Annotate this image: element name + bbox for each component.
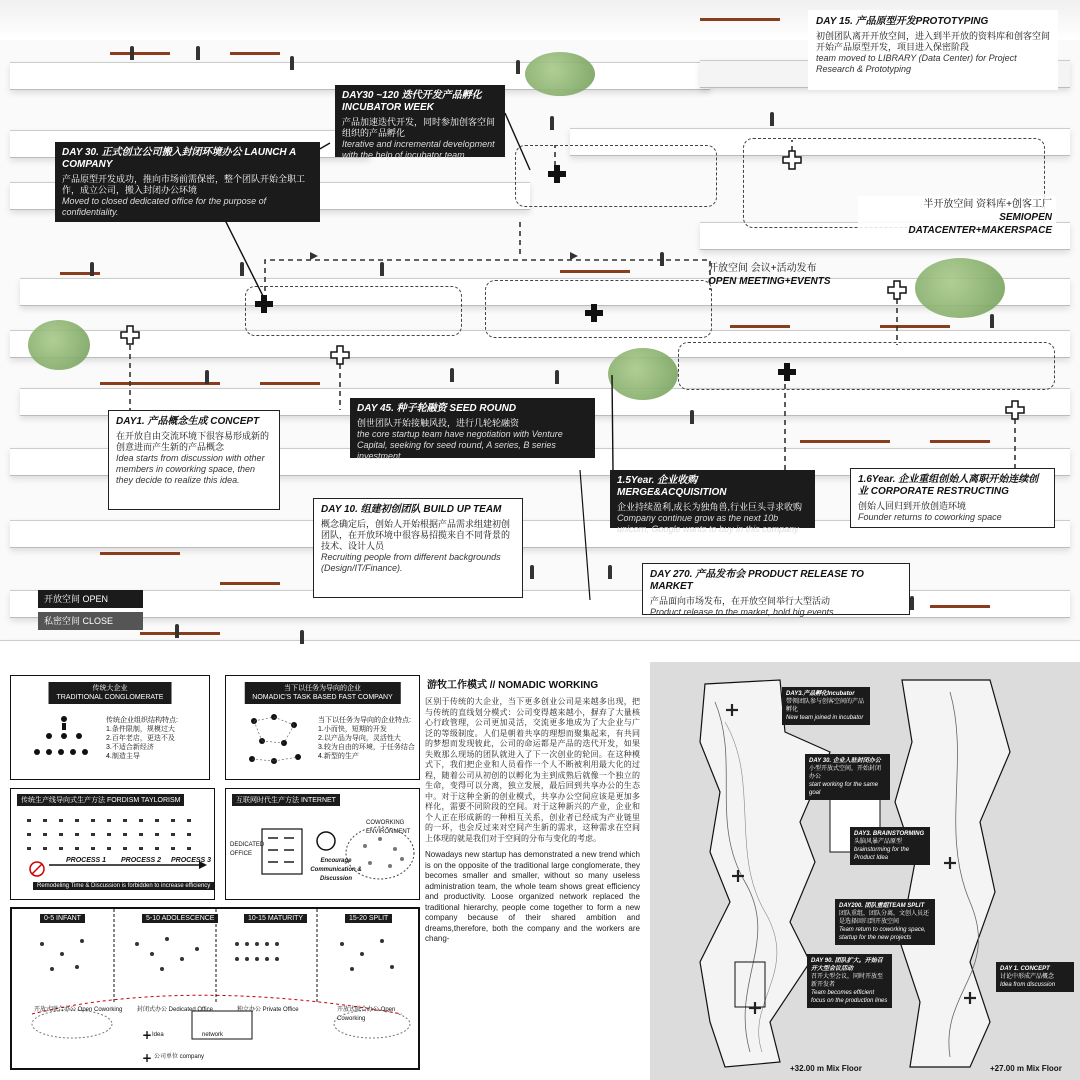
plan-label-en: Idea from discussion bbox=[1000, 982, 1056, 988]
network-icon bbox=[244, 711, 309, 771]
plan-label-incubator bbox=[782, 687, 870, 725]
nomadic-working-article bbox=[425, 668, 640, 1078]
nomadic-company-panel bbox=[225, 675, 420, 780]
stage-caption: 独立办公 Private Office bbox=[237, 1007, 299, 1013]
plan-label-title: DAY3. BRAINSTORMING bbox=[854, 831, 925, 837]
day15-en: team moved to LIBRARY (Data Center) for Project Research & Prototyping bbox=[816, 53, 1017, 74]
plus-marker-outline-icon bbox=[1005, 400, 1025, 420]
plan-label-cn: 小型开放式空间，开始封闭办公 bbox=[809, 766, 882, 780]
plus-marker-outline-icon bbox=[782, 150, 802, 170]
article-body-cn: 区别于传统的大企业，当下更多创业公司是来越多出现，把与传统的直线划分模式：公司变得越来越小，摒弃了大量核心行政管理，公司更加灵活，交流更多地成为了大企业与广泛的等级制度。人们是朝着共享的理想而聚集起来，有共同的梦想而发现彼此，公司的命运都是产品的迭代开发，如果失败那么现场的团队就进入了下一次创业的轮回。在这种模式下，我们把企业和人员看作一个人不断被利用最大化的过程，随着公司从初创的以孵化为主到成熟后就像一个独立的生命，变得可以分离，独立发展，最后回到共享办公的生态中。对于这种全新的创业模式，共享办公空间应该是更加多样化，需要不同阶段的空间。对于这种新兴的产业，企业和个人正在形成新的一种相互关系，创业者已经成为产业链里的一环，也会反过来对空间产生新的需求，这种需求在空间上体现的就是我们对于空间的分布与变化的考虑。 bbox=[425, 697, 640, 843]
day270-en: Product release to the market, hold big events. bbox=[650, 607, 837, 617]
article-title: 游牧工作模式 // NOMADIC WORKING bbox=[427, 680, 599, 691]
year16-annotation bbox=[850, 468, 1055, 528]
hierarchy-icon bbox=[29, 714, 99, 769]
plan-label-concept bbox=[996, 962, 1074, 992]
traditional-title-bar bbox=[49, 682, 172, 704]
plus-marker-outline-icon bbox=[330, 345, 350, 365]
plus-marker-icon bbox=[584, 303, 604, 323]
legend-company: 公司单位 company bbox=[154, 1054, 205, 1060]
plus-marker-outline-icon bbox=[887, 280, 907, 300]
day270-title: DAY 270. 产品发布会 PRODUCT RELEASE TO MARKET bbox=[650, 569, 864, 592]
semiopen-label-en: SEMIOPEN DATACENTER+MAKERSPACE bbox=[908, 212, 1052, 236]
plan-label-day90 bbox=[807, 954, 892, 1008]
legend-open bbox=[38, 590, 143, 608]
nomadic-note: 2.以产品为导向，灵活性大 bbox=[318, 735, 401, 742]
plus-marker-icon bbox=[254, 294, 274, 314]
day30-annotation bbox=[55, 142, 320, 222]
nomadic-notes bbox=[318, 716, 418, 761]
nomadic-note: 3.较为自由的环境，于任务结合 bbox=[318, 744, 415, 751]
stage-label: 15-20 SPLIT bbox=[345, 914, 392, 923]
nomadic-title: 当下以任务为导向的企业 bbox=[284, 685, 361, 692]
stage-label: 10-15 MATURITY bbox=[244, 914, 307, 923]
traditional-note: 2.百年老店，更迭不及 bbox=[106, 735, 175, 742]
legend-open-label: 开放空间 OPEN bbox=[44, 594, 109, 604]
plan-label-en: New team joined in incubator bbox=[786, 715, 864, 721]
day30-120-en: Iterative and incremental development with the help of incubator team bbox=[342, 139, 495, 160]
year15-title: 1.5Year. 企业收购 MERGE&ACQUISITION bbox=[617, 475, 727, 498]
plan-label-cn: 带领团队参与创客空间的产品孵化 bbox=[786, 699, 865, 713]
plan-label-title: DAY 90. 团队扩大。开始召开大型会议活动 bbox=[811, 958, 883, 972]
traditional-notes bbox=[106, 716, 206, 761]
traditional-conglomerate-panel bbox=[10, 675, 210, 780]
year16-en: Founder returns to coworking space bbox=[858, 512, 1002, 522]
plan-label-en: Team becomes efficient focus on the production lines bbox=[811, 990, 888, 1004]
nomadic-note: 1.小而快，短期的开发 bbox=[318, 726, 387, 733]
semiopen-label bbox=[858, 196, 1056, 239]
day45-cn: 创世团队开始接触风投，进行几轮轮融资 bbox=[357, 418, 520, 428]
svg-text:+: + bbox=[142, 1028, 153, 1042]
day270-cn: 产品面向市场发布，在开放空间举行大型活动 bbox=[650, 596, 831, 606]
open-meeting-en: OPEN MEETING+EVENTS bbox=[708, 276, 831, 287]
floor-plan-panel bbox=[650, 662, 1080, 1080]
internet-panel bbox=[225, 788, 420, 900]
plan-label-cn: 讨论中形成产品概念 bbox=[1000, 974, 1055, 980]
open-meeting-cn: 开放空间 会议+活动发布 bbox=[708, 263, 817, 274]
day1-title: DAY1. 产品概念生成 CONCEPT bbox=[116, 416, 260, 427]
plan-label-en: brainstorming for the Product Idea bbox=[854, 847, 910, 861]
day270-annotation bbox=[642, 563, 910, 615]
open-meeting-label bbox=[708, 262, 868, 288]
floor-level-right: +27.00 m Mix Floor bbox=[990, 1064, 1062, 1073]
floor-level-left: +32.00 m Mix Floor bbox=[790, 1064, 862, 1073]
article-body-en: Nowadays new startup has demonstrated a new trend which is on the opposite of the traditional large conglomerate, they becomes smaller and smaller, without so many useless administration team, the whole team shows great efficiency and productivity. Loose organized network replaced the traditional hierarchy, people come together to form a new company because of their shared ambition and dreams,therefore, both the company and the workers are chang- bbox=[425, 850, 640, 943]
traditional-note: 1.条件限制，规模过大 bbox=[106, 726, 175, 733]
day30-title: DAY 30. 正式创立公司搬入封闭环境办公 LAUNCH A COMPANY bbox=[62, 147, 296, 170]
day15-annotation bbox=[808, 10, 1058, 90]
nomadic-subtitle: NOMADIC'S TASK BASED FAST COMPANY bbox=[252, 694, 393, 701]
day45-title: DAY 45. 种子轮融资 SEED ROUND bbox=[357, 403, 517, 414]
internet-title: 互联网时代生产方法 INTERNET bbox=[232, 794, 340, 806]
nomadic-title-bar bbox=[244, 682, 400, 704]
plan-label-en: start working for the same goal bbox=[809, 782, 879, 796]
stage-caption: 开放式联合办公 Open Coworking bbox=[337, 1007, 396, 1022]
lifecycle-diagram bbox=[12, 909, 418, 1068]
process-label: PROCESS 3 bbox=[171, 857, 212, 864]
year15-cn: 企业持续盈利,成长为独角兽,行业巨头寻求收购 bbox=[617, 502, 803, 512]
semiopen-label-cn: 半开放空间 资料库+创客工厂 bbox=[923, 199, 1052, 210]
nomadic-note: 4.新型的生产 bbox=[318, 753, 359, 760]
day45-annotation bbox=[350, 398, 595, 461]
plan-label-title: DAY200. 团队重组TEAM SPLIT bbox=[839, 903, 925, 909]
fordism-title: 传统生产线导向式生产方法 FORDISM TAYLORISM bbox=[17, 794, 184, 806]
day45-en: the core startup team have negotiation with Venture Capital, seeking for seed round, A series, B series investment bbox=[357, 429, 563, 461]
fordism-note: Remodeling Time & Discussion is forbidden to increase efficiency bbox=[33, 882, 214, 890]
legend-idea: Idea bbox=[152, 1032, 164, 1038]
legend-close-label: 私密空间 CLOSE bbox=[44, 616, 114, 626]
day10-cn: 概念确定后，创始人开始根据产品需求组建初创团队，在开放环境中很容易招揽来自不同背景的技术、设计人员 bbox=[321, 519, 511, 551]
year15-annotation bbox=[610, 470, 815, 534]
year16-cn: 创始人回归到开放创造环境 bbox=[858, 501, 967, 511]
dedicated-office-label: DEDICATED OFFICE bbox=[230, 842, 265, 857]
day1-annotation bbox=[108, 410, 280, 510]
fordism-panel bbox=[10, 788, 215, 900]
process-label: PROCESS 2 bbox=[121, 857, 162, 864]
svg-text:+: + bbox=[142, 1051, 153, 1065]
day30-en: Moved to closed dedicated office for the purpose of confidentiality. bbox=[62, 196, 267, 217]
plan-label-en: Team return to coworking space, startup for the new projects bbox=[839, 927, 926, 941]
day10-annotation bbox=[313, 498, 523, 598]
day30-120-cn: 产品加速迭代开发，同时参加创客空间组织的产品孵化 bbox=[342, 117, 496, 138]
day1-en: Idea starts from discussion with other members in coworking space, then they decide to realize this idea. bbox=[116, 453, 265, 485]
stage-label: 5-10 ADOLESCENCE bbox=[142, 914, 218, 923]
plan-label-cn: 头脑风暴产品原型 bbox=[854, 839, 903, 845]
traditional-note: 传统企业组织结构特点: bbox=[106, 717, 178, 724]
day15-cn: 初创团队离开开放空间，进入到半开放的资料库和创客空间开始产品原型开发，项目进入保密阶段 bbox=[816, 31, 1051, 52]
day15-title: DAY 15. 产品原型开发PROTOTYPING bbox=[816, 16, 989, 27]
year15-en: Company continue grow as the next 10b unicorn, Google wants to buy in this company bbox=[617, 513, 799, 534]
traditional-title: 传统大企业 bbox=[92, 685, 128, 692]
plus-marker-icon bbox=[777, 362, 797, 382]
legend-network: network bbox=[202, 1032, 224, 1038]
company-lifecycle-panel bbox=[10, 907, 420, 1070]
stage-label: 0-5 INFANT bbox=[40, 914, 85, 923]
plan-label-brainstorming bbox=[850, 827, 930, 865]
day10-title: DAY 10. 组建初创团队 BUILD UP TEAM bbox=[321, 504, 502, 515]
nomadic-note: 当下以任务为导向的企业特点: bbox=[318, 717, 411, 724]
stage-caption: 封闭式办公 Dedicated Office bbox=[137, 1007, 213, 1013]
day30-120-title: DAY30 ~120 迭代开发产品孵化 INCUBATOR WEEK bbox=[342, 90, 482, 113]
plan-label-cn: 召开大型会议，同时开放至新开发者 bbox=[811, 974, 884, 988]
traditional-note: 4.制造主导 bbox=[106, 753, 140, 760]
traditional-subtitle: TRADITIONAL CONGLOMERATE bbox=[56, 694, 164, 701]
plan-label-cn: 团队重组，团队分离，文创人员还是选择回归到开放空间 bbox=[839, 911, 930, 925]
plan-label-title: DAY 30. 企业入驻封闭办公 bbox=[809, 758, 881, 764]
day10-en: Recruiting people from different backgrounds (Design/IT/Finance). bbox=[321, 552, 501, 573]
process-label: PROCESS 1 bbox=[66, 857, 107, 864]
day30-120-annotation bbox=[335, 85, 505, 160]
plan-label-title: DAY 1. CONCEPT bbox=[1000, 966, 1050, 972]
legend-close bbox=[38, 612, 143, 630]
day1-cn: 在开放自由交流环境下很容易形成新的创意进而产生新的产品概念 bbox=[116, 431, 270, 452]
plus-marker-icon bbox=[547, 164, 567, 184]
communication-label: Encourage Communication & Discussion bbox=[310, 858, 362, 882]
plan-label-day30 bbox=[805, 754, 890, 800]
day30-cn: 产品原型开发成功，推向市场前需保密，整个团队开始全职工作，成立公司，搬入封闭办公环境 bbox=[62, 174, 306, 195]
traditional-note: 3.不适合新经济 bbox=[106, 744, 154, 751]
coworking-environment-label: COWORKING ENVIRONMENT bbox=[366, 820, 411, 835]
plus-marker-outline-icon bbox=[120, 325, 140, 345]
plan-label-title: DAY3.产品孵化Incubator bbox=[786, 691, 855, 697]
plan-label-team-split bbox=[835, 899, 935, 945]
year16-title: 1.6Year. 企业重组创始人离职开始连续创业 CORPORATE RESTRUCTING bbox=[858, 474, 1039, 497]
stage-caption: 开放式联合办公 Open Coworking bbox=[34, 1007, 123, 1013]
